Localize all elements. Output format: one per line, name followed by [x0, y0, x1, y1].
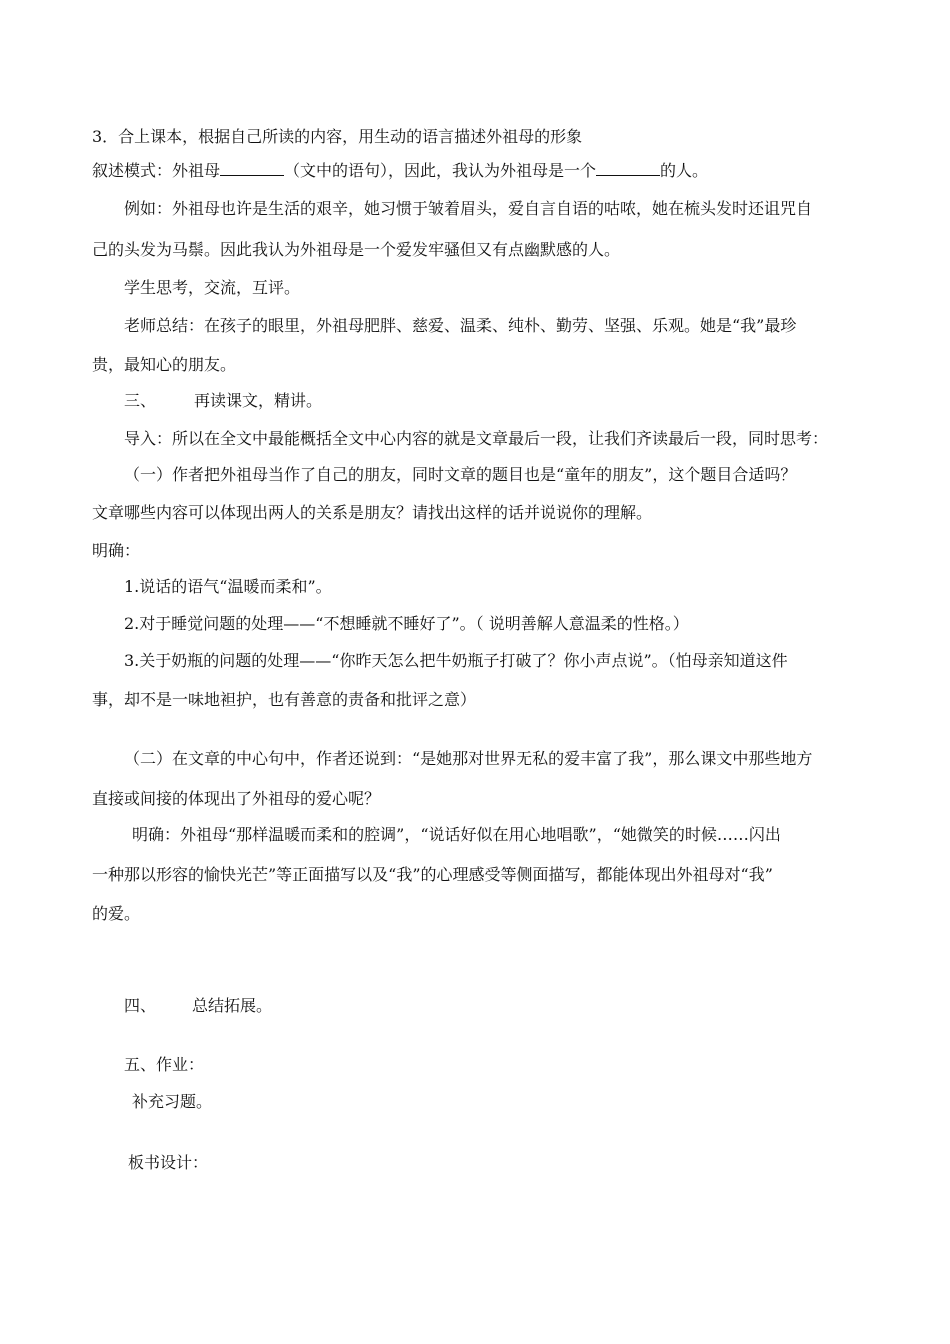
question-2-line-2: 直接或间接的体现出了外祖母的爱心呢？	[92, 789, 381, 808]
item-3-prompt: 3．合上课本，根据自己所读的内容，用生动的语言描述外祖母的形象	[92, 127, 583, 146]
question-1-line-2: 文章哪些内容可以体现出两人的关系是朋友？请找出这样的话并说说你的理解。	[92, 503, 653, 522]
template-part-2: （文中的语句），因此，我认为外祖母是一个	[284, 161, 597, 180]
answer-point-3-line-2: 事，却不是一味地袒护，也有善意的责备和批评之意）	[92, 690, 477, 709]
fill-blank-2	[596, 160, 660, 176]
template-part-3: 的人。	[660, 161, 709, 180]
teacher-summary-line-2: 贵，最知心的朋友。	[92, 355, 237, 374]
section-3-heading	[124, 390, 322, 412]
board-design-label: 板书设计：	[128, 1153, 209, 1172]
narration-template	[92, 160, 708, 182]
section-4-title: 总结拓展。	[192, 996, 273, 1015]
clarify-2-line-1: 明确：外祖母“那样温暖而柔和的腔调”，“说话好似在用心地唱歌”，“她微笑的时候……闪出	[132, 825, 781, 844]
question-1-line-1: （一）作者把外祖母当作了自己的朋友，同时文章的题目也是“童年的朋友”，这个题目合适吗？	[124, 465, 797, 484]
answer-point-2: 2.对于睡觉问题的处理——“不想睡就不睡好了”。（ 说明善解人意温柔的性格。）	[124, 614, 689, 633]
section-3-number: 三、	[124, 391, 157, 410]
clarify-2-line-2: 一种那以形容的愉快光芒”等正面描写以及“我”的心理感受等侧面描写，都能体现出外祖母对“我”	[92, 865, 773, 884]
intro-line: 导入：所以在全文中最能概括全文中心内容的就是文章最后一段，让我们齐读最后一段，同时思考：	[124, 429, 829, 448]
section-4-number: 四、	[124, 996, 157, 1015]
answer-point-3-line-1: 3.关于奶瓶的问题的处理——“你昨天怎么把牛奶瓶子打破了？你小声点说”。（怕母亲知道这件	[124, 651, 788, 670]
teacher-summary-line-1: 老师总结：在孩子的眼里，外祖母肥胖、慈爱、温柔、纯朴、勤劳、坚强、乐观。她是“我”最珍	[124, 316, 797, 335]
student-activity: 学生思考，交流，互评。	[124, 278, 301, 297]
section-5-heading: 五、作业：	[124, 1055, 205, 1074]
example-line-1: 例如：外祖母也许是生活的艰辛，她习惯于皱着眉头，爱自言自语的咕哝，她在梳头发时还诅咒自	[124, 199, 813, 218]
homework-item: 补充习题。	[132, 1092, 213, 1111]
section-4-heading	[124, 995, 272, 1017]
clarify-label: 明确：	[92, 541, 141, 560]
clarify-2-line-3: 的爱。	[92, 904, 141, 923]
answer-point-1: 1.说话的语气“温暖而柔和”。	[124, 577, 332, 596]
example-line-2: 己的头发为马鬃。因此我认为外祖母是一个爱发牢骚但又有点幽默感的人。	[92, 240, 621, 259]
question-2-line-1: （二）在文章的中心句中，作者还说到：“是她那对世界无私的爱丰富了我”，那么课文中那些地方	[124, 749, 813, 768]
section-3-title: 再读课文，精讲。	[194, 391, 323, 410]
template-part-1: 叙述模式：外祖母	[92, 161, 221, 180]
fill-blank-1	[220, 160, 284, 176]
